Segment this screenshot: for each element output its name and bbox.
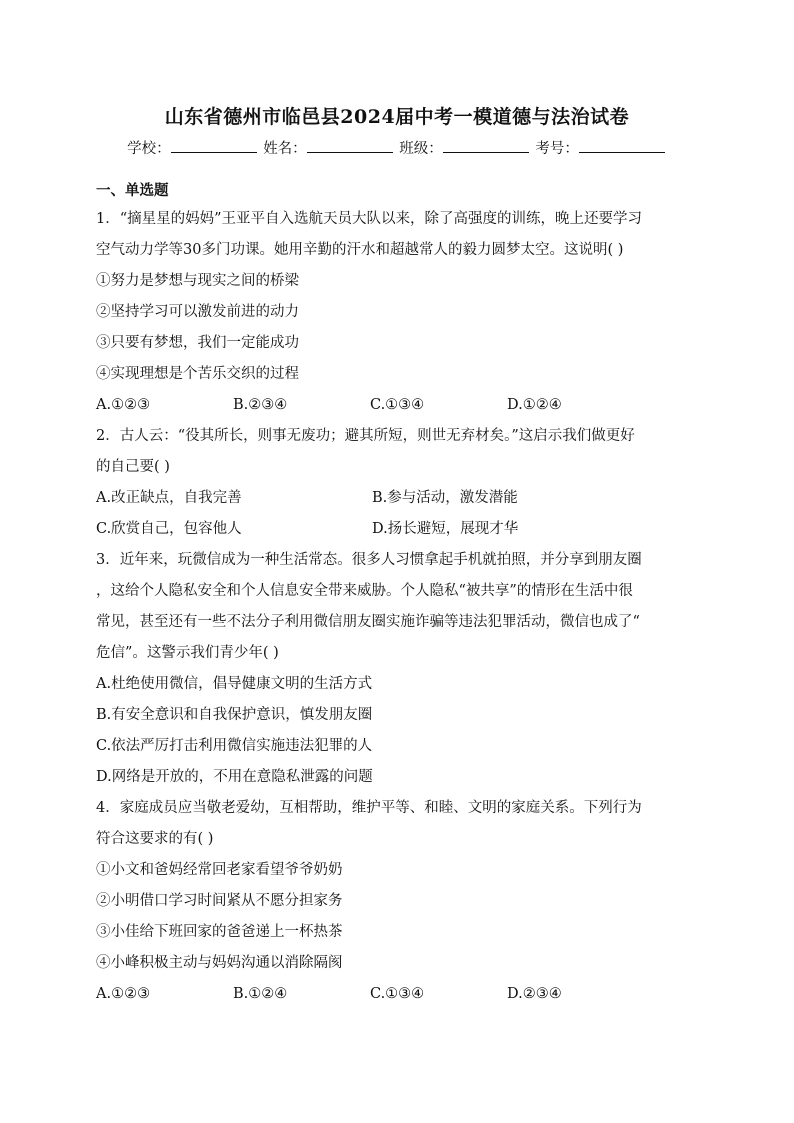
option-b[interactable]: B.有安全意识和自我保护意识，慎发朋友圈: [96, 707, 373, 723]
option-d[interactable]: D.网络是开放的，不用在意隐私泄露的问题: [96, 769, 373, 785]
question-stem: 4．家庭成员应当敬老爱幼，互相帮助，维护平等、和睦、文明的家庭关系。下列行为: [96, 800, 642, 816]
option-c[interactable]: C.欣赏自己，包容他人: [96, 521, 242, 537]
page-title: 山东省德州市临邑县2024届中考一模道德与法治试卷: [164, 106, 630, 128]
statement-item: ①努力是梦想与现实之间的桥梁: [96, 273, 299, 289]
school-blank[interactable]: [171, 140, 257, 153]
question-stem: 常见，甚至还有一些不法分子利用微信朋友圈实施诈骗等违法犯罪活动，微信也成了“: [96, 614, 640, 630]
question-1: [96, 204, 706, 421]
statement-item: ②坚持学习可以激发前进的动力: [96, 304, 299, 320]
option-a[interactable]: A.杜绝使用微信，倡导健康文明的生活方式: [96, 676, 373, 692]
exam-no-label: 考号：: [535, 141, 579, 157]
question-3: [96, 545, 706, 793]
option-c[interactable]: C.依法严厉打击利用微信实施违法犯罪的人: [96, 738, 373, 754]
question-stem: 2．古人云：“役其所长，则事无废功；避其所短，则世无弃材矣。”这启示我们做更好: [96, 428, 635, 444]
question-stem: 空气动力学等30多门功课。她用辛勤的汗水和超越常人的毅力圆梦太空。这说明( ): [96, 242, 624, 258]
name-blank[interactable]: [307, 140, 393, 153]
option-a[interactable]: A.①②③: [96, 986, 151, 1002]
statement-item: ④实现理想是个苦乐交织的过程: [96, 366, 299, 382]
question-stem: 危信”。这警示我们青少年( ): [96, 645, 279, 661]
exam-no-blank[interactable]: [579, 140, 665, 153]
option-c[interactable]: C.①③④: [370, 986, 425, 1002]
answer-options: [96, 390, 706, 421]
question-stem: 符合这要求的有( ): [96, 831, 214, 847]
school-label: 学校：: [127, 141, 171, 157]
option-b[interactable]: B.②③④: [233, 397, 288, 413]
option-a[interactable]: A.①②③: [96, 397, 151, 413]
statement-item: ③只要有梦想，我们一定能成功: [96, 335, 299, 351]
option-d[interactable]: D.①②④: [507, 397, 562, 413]
statement-item: ③小佳给下班回家的爸爸递上一杯热茶: [96, 924, 343, 940]
option-c[interactable]: C.①③④: [370, 397, 425, 413]
question-stem: 的自己要( ): [96, 459, 170, 475]
student-info-row: [0, 137, 794, 158]
class-label: 班级：: [399, 141, 443, 157]
name-label: 姓名：: [263, 141, 307, 157]
question-stem: 3．近年来，玩微信成为一种生活常态。很多人习惯拿起手机就拍照，并分享到朋友圈: [96, 552, 642, 568]
option-b[interactable]: B.参与活动，激发潜能: [372, 490, 518, 506]
class-blank[interactable]: [443, 140, 529, 153]
option-d[interactable]: D.②③④: [507, 986, 562, 1002]
answer-options: [96, 979, 706, 1010]
option-a[interactable]: A.改正缺点，自我完善: [96, 490, 242, 506]
statement-item: ②小明借口学习时间紧从不愿分担家务: [96, 893, 343, 909]
answer-options: [96, 514, 706, 545]
questions-area: [96, 180, 706, 1010]
question-2: [96, 421, 706, 545]
question-stem: 1．“摘星星的妈妈”王亚平自入选航天员大队以来，除了高强度的训练，晚上还要学习: [96, 211, 643, 227]
option-d[interactable]: D.扬长避短，展现才华: [372, 521, 519, 537]
section-heading: 一、单选题: [96, 182, 169, 199]
question-4: [96, 793, 706, 1010]
question-stem: ，这给个人隐私安全和个人信息安全带来威胁。个人隐私“被共享”的情形在生活中很: [96, 583, 633, 599]
answer-options: [96, 483, 706, 514]
statement-item: ①小文和爸妈经常回老家看望爷爷奶奶: [96, 862, 343, 878]
statement-item: ④小峰积极主动与妈妈沟通以消除隔阂: [96, 955, 343, 971]
option-b[interactable]: B.①②④: [233, 986, 288, 1002]
